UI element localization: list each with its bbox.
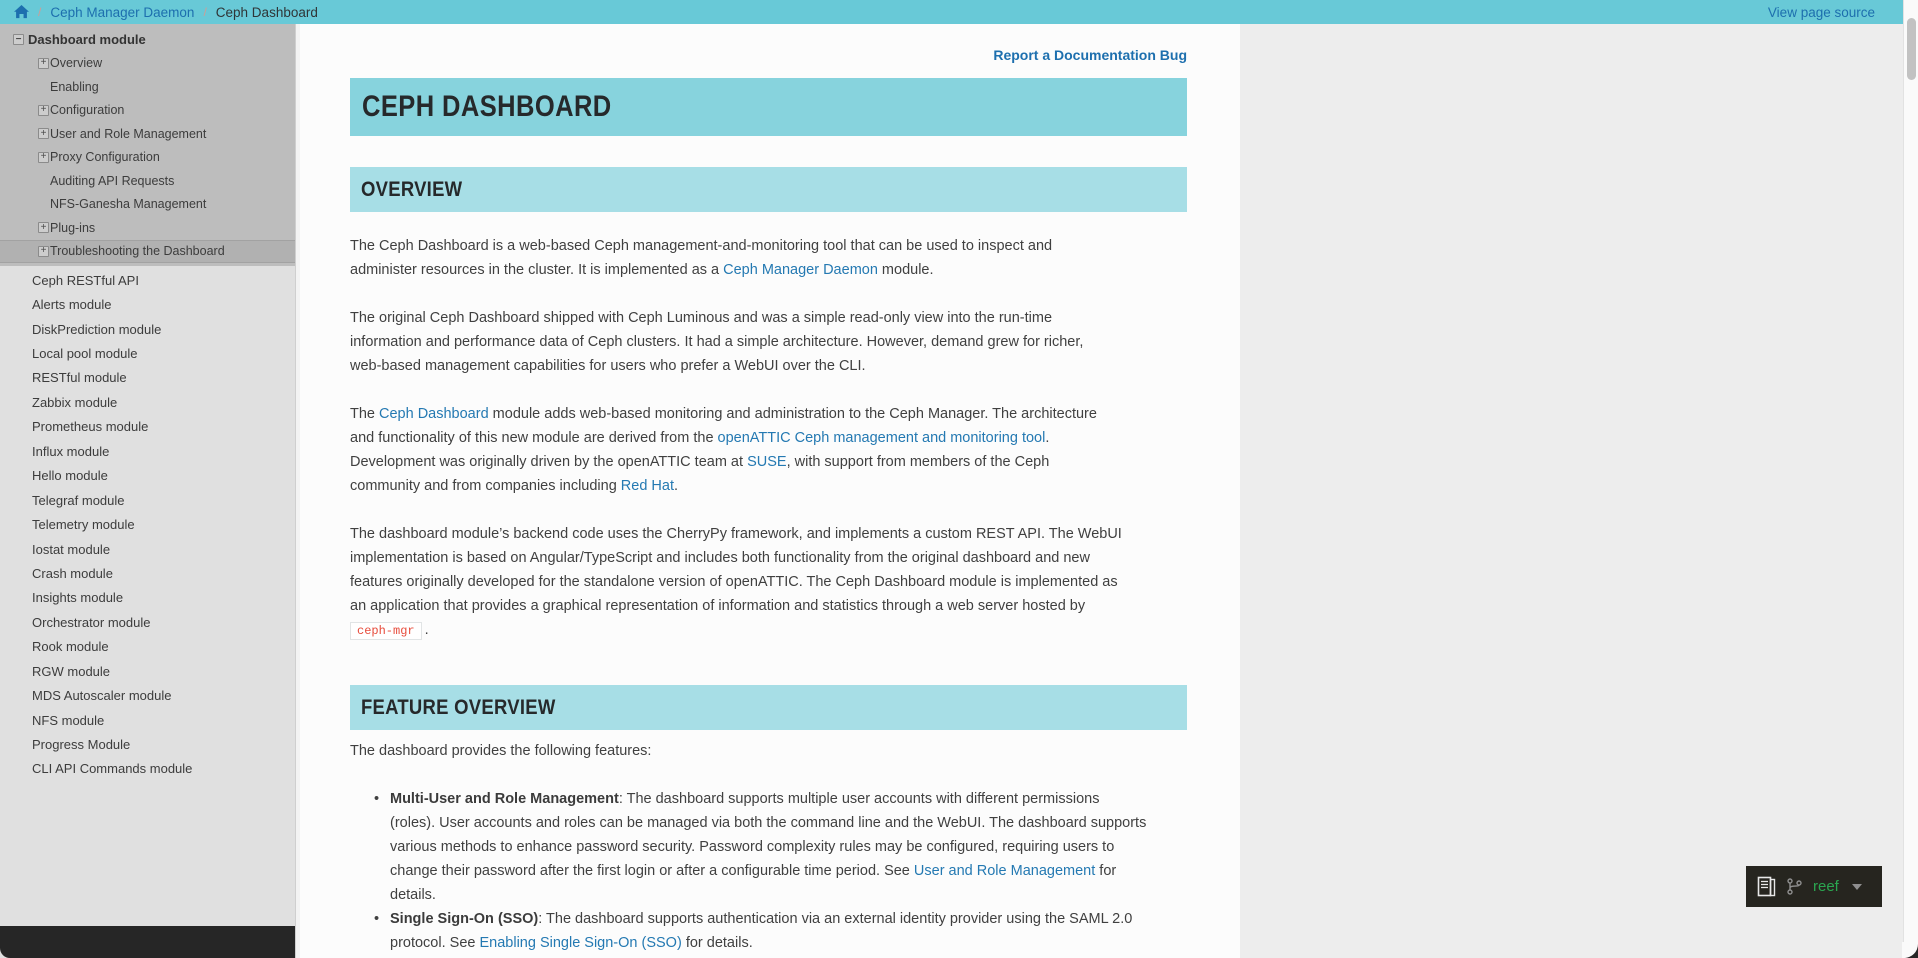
sidebar-item[interactable]: CLI API Commands module — [32, 761, 193, 777]
text-run: , with support from members of the Ceph — [786, 454, 1050, 470]
document-area — [300, 24, 1240, 958]
text-run: and functionality of this new module are derived from the — [350, 430, 718, 446]
text-run: various methods to enhance password security. Password complexity rules may be configured, requiring users to — [390, 839, 1115, 855]
page-title: CEPH DASHBOARD — [362, 90, 612, 123]
breadcrumb-link-ceph-manager-daemon[interactable]: Ceph Manager Daemon — [50, 4, 195, 20]
sidebar-bottom-bar — [0, 926, 300, 958]
paragraph — [350, 234, 1195, 282]
text-run: : The dashboard supports authentication via an external identity provider using the SAML 2.0 — [538, 911, 1133, 927]
sidebar-item-label: NFS-Ganesha Management — [50, 197, 207, 212]
tree-expand-icon[interactable]: + — [38, 58, 49, 69]
sidebar-tree-item[interactable] — [0, 99, 300, 123]
sidebar-nav — [0, 24, 300, 958]
sidebar-item[interactable]: Telegraf module — [32, 492, 125, 508]
text-run: features originally developed for the standalone version of openATTIC. The Ceph Dashboard module is implemented as — [350, 574, 1118, 590]
sidebar-item-label: Troubleshooting the Dashboard — [50, 244, 225, 259]
sidebar-item[interactable]: Ceph RESTful API — [32, 272, 139, 288]
text-run: details. — [390, 887, 436, 903]
sidebar-item-label: Overview — [50, 56, 103, 71]
sidebar-item[interactable]: DiskPrediction module — [32, 321, 162, 337]
sidebar-item-label: Plug-ins — [50, 220, 96, 235]
sidebar-item[interactable]: Zabbix module — [32, 394, 118, 410]
sidebar-item[interactable]: RGW module — [32, 663, 111, 679]
feature-list — [350, 787, 1180, 955]
text-run: . — [1045, 430, 1050, 446]
sidebar-item[interactable]: Rook module — [32, 639, 109, 655]
sidebar-item[interactable]: Hello module — [32, 468, 108, 484]
features-intro: The dashboard provides the following features: — [350, 743, 652, 759]
text-run: The original Ceph Dashboard shipped with Ceph Luminous and was a simple read-only view into the run-time — [350, 310, 1053, 326]
right-gutter — [1240, 24, 1903, 958]
tree-expand-icon[interactable]: + — [38, 152, 49, 163]
text-run: an application that provides a graphical representation of information and statistics through a web server hosted by — [350, 598, 1086, 614]
overview-section-heading-band — [350, 167, 1187, 212]
paragraph — [350, 522, 1195, 643]
sidebar-tree-item[interactable] — [0, 169, 300, 193]
page-scrollbar-thumb[interactable] — [1907, 18, 1916, 80]
sidebar-item[interactable]: Prometheus module — [32, 419, 149, 435]
feature-overview-heading: FEATURE OVERVIEW — [361, 695, 556, 719]
sidebar-item-label: Proxy Configuration — [50, 150, 160, 165]
bold-text: Multi-User and Role Management — [390, 791, 619, 807]
text-run: change their password after the first login or after a configurable time period. See — [390, 863, 914, 879]
inline-link[interactable]: Ceph Dashboard — [379, 406, 489, 422]
breadcrumb-bar — [0, 0, 1903, 24]
overview-heading: OVERVIEW — [361, 177, 463, 201]
text-run: The — [350, 406, 380, 422]
sidebar-item[interactable]: Iostat module — [32, 541, 111, 557]
sidebar-item-label: Dashboard module — [28, 32, 146, 48]
text-run: community and from companies including — [350, 478, 621, 494]
sidebar-item[interactable]: Progress Module — [32, 737, 131, 753]
docs-book-icon — [1757, 876, 1776, 897]
breadcrumb-separator: / — [203, 5, 207, 19]
page-scrollbar-track[interactable] — [1903, 0, 1918, 958]
inline-link[interactable]: User and Role Management — [913, 863, 1096, 879]
inline-code: ceph-mgr — [350, 622, 422, 640]
text-run: The Ceph Dashboard is a web-based Ceph management-and-monitoring tool that can be used to inspect and — [350, 238, 1053, 254]
home-icon[interactable] — [14, 5, 29, 19]
sidebar-tree-item[interactable] — [0, 28, 300, 52]
version-dropdown-caret-icon[interactable] — [1852, 884, 1862, 890]
sidebar-item[interactable]: Crash module — [32, 565, 113, 581]
sidebar-tree-item[interactable] — [0, 52, 300, 76]
sidebar-item-label: Configuration — [50, 103, 125, 118]
sidebar-item[interactable]: Orchestrator module — [32, 614, 151, 630]
view-page-source-link[interactable]: View page source — [1767, 4, 1875, 20]
text-run: . — [424, 622, 429, 638]
breadcrumb-separator: / — [38, 5, 42, 19]
text-run: Development was originally driven by the openATTIC team at — [350, 454, 748, 470]
tree-expand-icon[interactable]: + — [38, 222, 49, 233]
bold-text: Single Sign-On (SSO) — [390, 911, 539, 927]
text-run: for details. — [681, 935, 753, 951]
text-run: : The dashboard supports multiple user accounts with different permissions — [618, 791, 1100, 807]
tree-expand-icon[interactable]: + — [38, 105, 49, 116]
sidebar-item[interactable]: Telemetry module — [32, 517, 135, 533]
inline-link[interactable]: SUSE — [747, 454, 787, 470]
inline-link[interactable]: openATTIC Ceph management and monitoring tool — [717, 430, 1046, 446]
feature-overview-heading-band — [350, 685, 1187, 730]
text-run: information and performance data of Ceph clusters. It had a simple architecture. However, demand grew for richer, — [350, 334, 1084, 350]
text-run: (roles). User accounts and roles can be managed via both the command line and the WebUI. The dashboard supports — [390, 815, 1147, 831]
tree-expand-icon[interactable]: + — [38, 246, 49, 257]
text-run: module adds web-based monitoring and administration to the Ceph Manager. The architecture — [488, 406, 1097, 422]
sidebar-tree-item[interactable] — [0, 75, 300, 99]
version-flyout[interactable] — [1746, 866, 1882, 907]
sidebar-tree-item[interactable] — [0, 193, 300, 217]
inline-link[interactable]: Ceph Manager Daemon — [723, 262, 878, 278]
text-run: protocol. See — [390, 935, 480, 951]
tree-expand-icon[interactable]: + — [38, 128, 49, 139]
sidebar-item[interactable]: Insights module — [32, 590, 124, 606]
sidebar-item-label: Auditing API Requests — [50, 173, 175, 188]
breadcrumb-current-page: Ceph Dashboard — [215, 4, 318, 20]
sidebar-tree-item[interactable] — [0, 122, 300, 146]
sidebar-item[interactable]: Influx module — [32, 443, 110, 459]
sidebar-tree-item[interactable] — [0, 216, 300, 240]
inline-link[interactable]: Enabling Single Sign-On (SSO) — [479, 935, 682, 951]
sidebar-item-label: User and Role Management — [50, 126, 207, 141]
sidebar-tree-item[interactable] — [0, 146, 300, 170]
text-run: The dashboard module’s backend code uses the CherryPy framework, and implements a custom REST API. The WebUI — [350, 526, 1122, 542]
feature-list-item — [390, 787, 1180, 907]
sidebar-item-label: Enabling — [50, 79, 99, 94]
sidebar-item[interactable]: Alerts module — [32, 297, 112, 313]
report-documentation-bug-link[interactable]: Report a Documentation Bug — [993, 47, 1187, 63]
text-run: web-based management capabilities for users who prefer a WebUI over the CLI. — [350, 358, 866, 374]
sidebar-item[interactable]: RESTful module — [32, 370, 127, 386]
sidebar-module-list — [0, 266, 300, 781]
sidebar-item[interactable]: Local pool module — [32, 346, 138, 362]
feature-list-item — [390, 907, 1180, 955]
sidebar-item[interactable]: NFS module — [32, 712, 105, 728]
sidebar-tree-item[interactable] — [0, 240, 300, 264]
page-title-band — [350, 78, 1187, 136]
sidebar-item[interactable]: MDS Autoscaler module — [32, 688, 172, 704]
git-branch-icon — [1787, 878, 1802, 895]
text-run: for — [1095, 863, 1117, 879]
version-label: reef — [1813, 878, 1839, 895]
sidebar-tree — [0, 24, 300, 266]
paragraph — [350, 306, 1195, 378]
text-run: module. — [877, 262, 934, 278]
paragraph — [350, 402, 1195, 498]
text-run: administer resources in the cluster. It is implemented as a — [350, 262, 724, 278]
text-run: implementation is based on Angular/TypeScript and includes both functionality from the original dashboard and new — [350, 550, 1090, 566]
text-run: . — [674, 478, 679, 494]
inline-link[interactable]: Red Hat — [620, 478, 674, 494]
tree-collapse-icon[interactable]: − — [13, 34, 24, 45]
sidebar-scrollbar[interactable] — [295, 24, 300, 958]
